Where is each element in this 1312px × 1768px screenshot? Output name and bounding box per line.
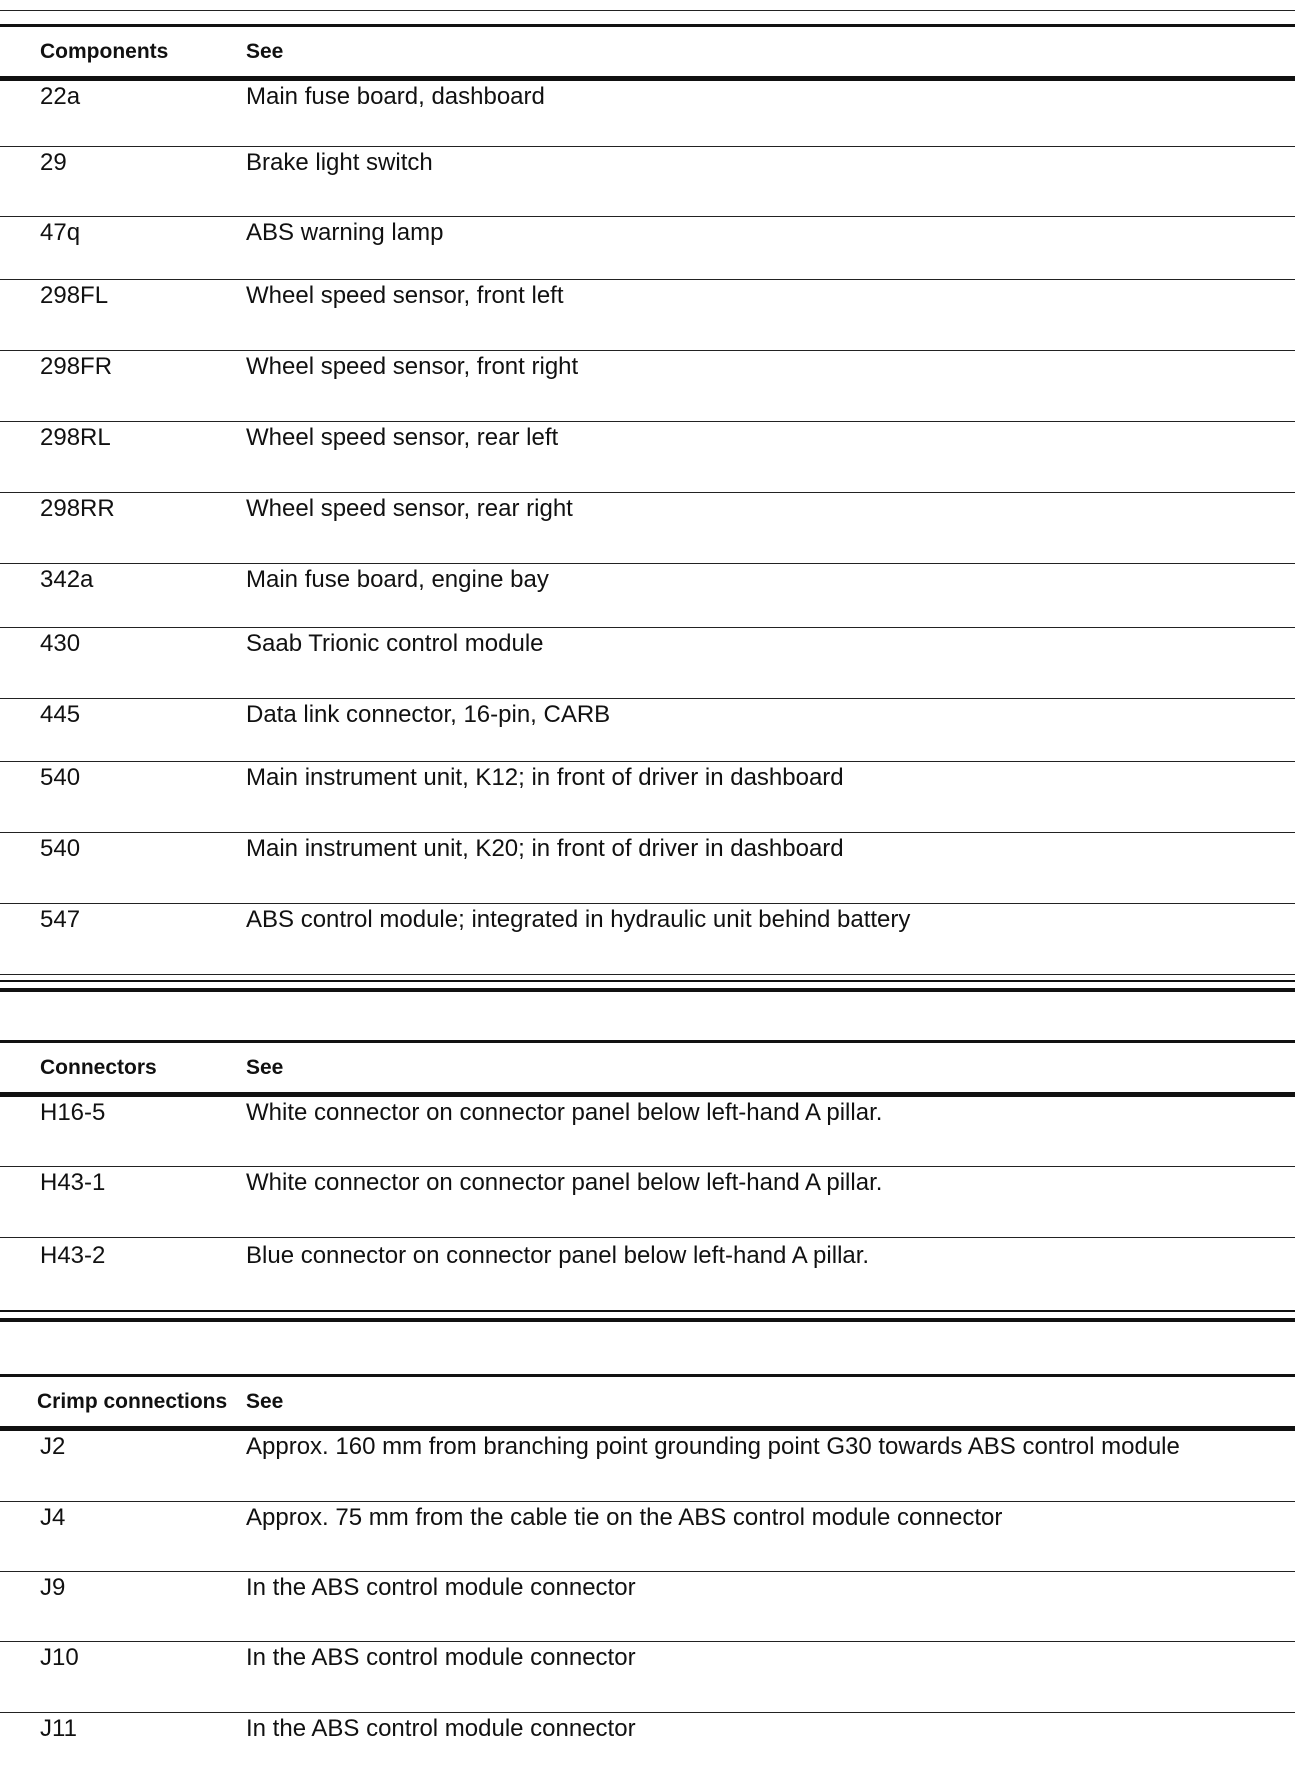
- connector-desc: White connector on connector panel below left-hand A pillar.: [246, 1169, 883, 1196]
- table-row: [0, 699, 1295, 762]
- table-row: [0, 217, 1295, 280]
- component-desc: Saab Trionic control module: [246, 630, 544, 657]
- table-row: [0, 628, 1295, 699]
- table-row: [0, 1713, 1295, 1757]
- table-row: [0, 564, 1295, 628]
- component-id: 540: [40, 835, 81, 862]
- components-table: [0, 24, 1295, 975]
- component-id: 29: [40, 149, 67, 176]
- crimp-id: J4: [40, 1504, 66, 1531]
- connector-id: H16-5: [40, 1099, 106, 1126]
- component-desc: ABS control module; integrated in hydraulic unit behind battery: [246, 906, 911, 933]
- crimp-desc: In the ABS control module connector: [246, 1715, 636, 1742]
- table-row: [0, 422, 1295, 493]
- table-row: [0, 1502, 1295, 1572]
- connector-id: H43-1: [40, 1169, 106, 1196]
- crimp-desc: Approx. 160 mm from branching point grounding point G30 towards ABS control module: [246, 1433, 1180, 1460]
- crimp-id: J2: [40, 1433, 66, 1460]
- component-desc: Main fuse board, engine bay: [246, 566, 549, 593]
- table-row: [0, 1240, 1295, 1306]
- component-desc: Main fuse board, dashboard: [246, 83, 545, 110]
- component-id: 445: [40, 701, 81, 728]
- component-id: 298RR: [40, 495, 115, 522]
- component-desc: Main instrument unit, K20; in front of driver in dashboard: [246, 835, 844, 862]
- component-desc: Brake light switch: [246, 149, 433, 176]
- top-rule: [0, 10, 1295, 11]
- section-end-rule: [0, 980, 1295, 992]
- table-row: [0, 762, 1295, 833]
- table-row: [0, 1572, 1295, 1642]
- table-row: [0, 1167, 1295, 1238]
- table-row: [0, 904, 1295, 975]
- table-row: [0, 280, 1295, 351]
- crimp-header-col2: See: [246, 1389, 284, 1413]
- components-header: [0, 27, 1295, 81]
- component-desc: Wheel speed sensor, rear right: [246, 495, 573, 522]
- table-row: [0, 493, 1295, 564]
- component-id: 540: [40, 764, 81, 791]
- connector-desc: White connector on connector panel below left-hand A pillar.: [246, 1099, 883, 1126]
- component-id: 298FL: [40, 282, 109, 309]
- component-desc: ABS warning lamp: [246, 219, 444, 246]
- component-desc: Wheel speed sensor, front left: [246, 282, 564, 309]
- connectors-header-col1: Connectors: [40, 1055, 157, 1079]
- components-header-col2: See: [246, 39, 284, 63]
- table-row: [0, 1642, 1295, 1713]
- section-end-rule: [0, 1310, 1295, 1322]
- component-desc: Data link connector, 16-pin, CARB: [246, 701, 611, 728]
- crimp-id: J10: [40, 1644, 79, 1671]
- table-row: [0, 1431, 1295, 1502]
- component-desc: Main instrument unit, K12; in front of driver in dashboard: [246, 764, 844, 791]
- table-row: [0, 351, 1295, 422]
- component-id: 430: [40, 630, 81, 657]
- connectors-table: [0, 1040, 1295, 1238]
- crimp-header: [0, 1377, 1295, 1431]
- table-row: [0, 147, 1295, 217]
- crimp-id: J11: [40, 1715, 77, 1742]
- component-id: 47q: [40, 219, 81, 246]
- component-desc: Wheel speed sensor, front right: [246, 353, 579, 380]
- connector-desc: Blue connector on connector panel below left-hand A pillar.: [246, 1242, 870, 1269]
- component-id: 342a: [40, 566, 94, 593]
- crimp-header-col1: Crimp connections: [37, 1389, 228, 1413]
- component-id: 22a: [40, 83, 81, 110]
- crimp-desc: Approx. 75 mm from the cable tie on the ABS control module connector: [246, 1504, 1003, 1531]
- components-header-col1: Components: [40, 39, 169, 63]
- connectors-header-col2: See: [246, 1055, 284, 1079]
- crimp-desc: In the ABS control module connector: [246, 1644, 636, 1671]
- connector-id: H43-2: [40, 1242, 106, 1269]
- component-id: 547: [40, 906, 81, 933]
- component-id: 298FR: [40, 353, 113, 380]
- table-row: [0, 1097, 1295, 1167]
- component-id: 298RL: [40, 424, 111, 451]
- crimp-id: J9: [40, 1574, 66, 1601]
- table-row: [0, 833, 1295, 904]
- crimp-desc: In the ABS control module connector: [246, 1574, 636, 1601]
- connectors-header: [0, 1043, 1295, 1097]
- table-row: [0, 81, 1295, 147]
- component-desc: Wheel speed sensor, rear left: [246, 424, 559, 451]
- crimp-table: [0, 1374, 1295, 1757]
